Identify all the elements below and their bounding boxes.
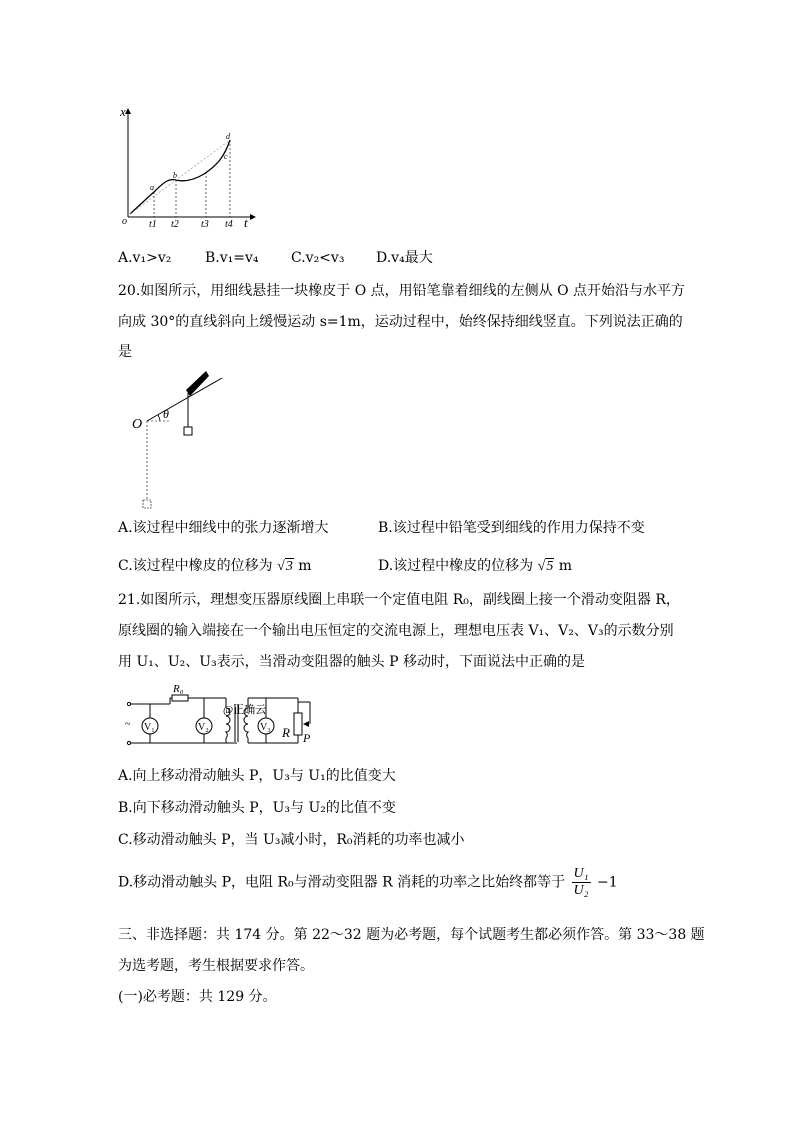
sqrt-5: √5 — [537, 559, 554, 574]
q21-stem-line1: 21.如图所示，理想变压器原线圈上串联一个定值电阻 R₀，副线圈上接一个滑动变阻器 R， — [118, 592, 680, 608]
x-axis-arrow — [125, 108, 131, 114]
label-R: R — [282, 725, 290, 740]
angle-arc — [158, 415, 160, 421]
q20-option-a: A.该过程中细线中的张力逐渐增大 — [118, 520, 329, 536]
point-O: O — [132, 417, 143, 432]
q19-option-a: A.v₁>v₂ — [118, 250, 172, 266]
chord-ob — [130, 140, 230, 214]
tick-t2: t2 — [171, 219, 179, 230]
section3-line1: 三、非选择题：共 174 分。第 22～32 题为必考题，每个试题考生都必须作答。第 33～38 题 — [118, 927, 705, 943]
slider-contact — [303, 721, 309, 727]
q20-option-c: C.该过程中橡皮的位移为 √3 m — [118, 558, 312, 574]
theta-label: θ — [163, 407, 169, 421]
x-axis-label: x — [120, 104, 126, 119]
q21-option-c: C.移动滑动触头 P，当 U₃减小时，R₀消耗的功率也减小 — [118, 832, 465, 848]
rheostat-R — [294, 713, 302, 735]
transformer-circuit — [120, 680, 330, 755]
position-time-graph — [118, 100, 258, 230]
source-terminal-top — [127, 702, 130, 705]
label-V3: V₃ — [260, 722, 271, 733]
q20-stem-line1: 20.如图所示，用细线悬挂一块橡皮于 O 点，用铅笔靠着细线的左侧从 O 点开始沿与水平方 — [118, 283, 686, 299]
q20-option-d: D.该过程中橡皮的位移为 √5 m — [378, 558, 573, 574]
section3-line3: (一)必考题：共 129 分。 — [118, 989, 277, 1005]
sqrt-3: √3 — [277, 559, 293, 574]
point-c: c — [224, 152, 228, 161]
section3-line2: 为选考题，考生根据要求作答。 — [118, 958, 314, 974]
fraction-U1-U2: $\frac{\text{U₁}}{\text{U₂}}$ — [573, 866, 589, 898]
q19-option-c: C.v₂<v₃ — [291, 250, 345, 266]
tick-t4: t4 — [225, 219, 233, 230]
q21-option-a: A.向上移动滑动触头 P，U₃与 U₁的比值变大 — [118, 768, 396, 784]
t-axis-label: t — [244, 215, 248, 230]
q21-stem-line3: 用 U₁、U₂、U₃表示，当滑动变阻器的触头 P 移动时，下面说法中正确的是 — [118, 654, 586, 670]
q20-stem-line2: 向成 30°的直线斜向上缓慢运动 s=1m，运动过程中，始终保持细线竖直。下列说法正确的 — [118, 314, 683, 330]
tick-t1: t1 — [149, 219, 157, 230]
point-d: d — [226, 132, 230, 141]
tick-t3: t3 — [201, 219, 209, 230]
pencil-string-figure — [130, 368, 230, 513]
q19-option-d: D.v₄最大 — [376, 250, 433, 266]
label-V2: V₂ — [198, 722, 209, 733]
point-b: b — [173, 171, 177, 180]
q19-option-b: B.v₁=v₄ — [205, 250, 259, 266]
q21-option-b: B.向下移动滑动触头 P，U₃与 U₂的比值不变 — [118, 800, 396, 816]
t-axis-arrow — [250, 214, 256, 220]
q21-stem-line2: 原线圈的输入端接在一个输出电压恒定的交流电源上，理想电压表 V₁、V₂、V₃的示数分别 — [118, 623, 674, 639]
point-a: a — [150, 183, 154, 192]
label-V1: V₁ — [144, 722, 155, 733]
eraser — [184, 427, 192, 435]
q20-option-b: B.该过程中铅笔受到细线的作用力保持不变 — [378, 520, 645, 536]
origin-label: o — [122, 216, 127, 227]
incline-line — [147, 378, 222, 421]
ac-symbol: ~ — [125, 719, 131, 730]
label-R0: R₀ — [173, 683, 184, 695]
q20-stem-line3: 是 — [118, 344, 132, 360]
label-P: P — [303, 731, 311, 745]
resistor-R0 — [172, 695, 188, 701]
q21-option-d: D.移动滑动触头 P，电阻 R₀与滑动变阻器 R 消耗的功率之比始终都等于 $\frac{\text{U₁}}{\text{U₂}}$ −1 — [118, 866, 618, 898]
source-terminal-bottom — [127, 741, 130, 744]
watermark: @正确云 — [223, 704, 267, 716]
initial-eraser — [143, 500, 151, 508]
